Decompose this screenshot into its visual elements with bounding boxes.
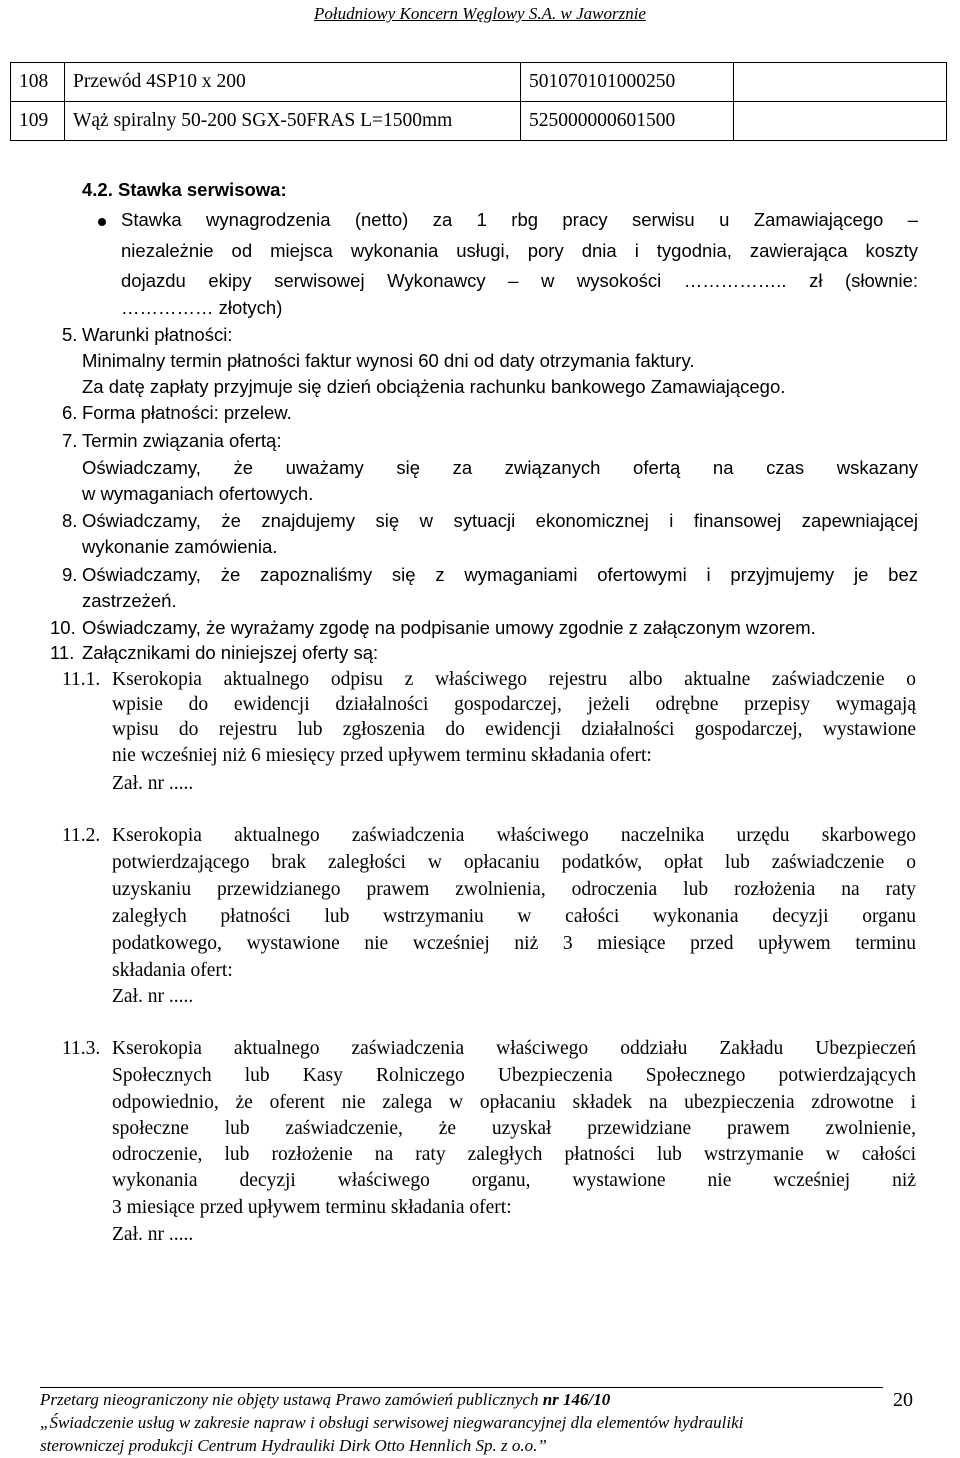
row-name: Przewód 4SP10 x 200	[65, 63, 521, 102]
subsection-11-3-attachment: Zał. nr .....	[112, 1224, 194, 1245]
page-number: 20	[893, 1389, 913, 1411]
row-code: 501070101000250	[521, 63, 734, 102]
row-code: 525000000601500	[521, 102, 734, 141]
subsection-11-3-line-7: 3 miesiące przed upływem terminu składania ofert:	[112, 1197, 512, 1218]
subsection-11-3-number: 11.3.	[62, 1038, 101, 1059]
footer-tender-text: Przetarg nieograniczony nie objęty ustawą Prawo zamówień publicznych	[40, 1390, 543, 1409]
section-7-number: 7.	[62, 430, 78, 451]
row-name: Wąż spiralny 50-200 SGX-50FRAS L=1500mm	[65, 102, 521, 141]
subsection-11-3-line-4: społeczne lub zaświadczenie, że uzyskał przewidziane prawem zwolnienie,	[112, 1118, 916, 1139]
rate-line-2: niezależnie od miejsca wykonania usługi, pory dnia i tygodnia, zawierająca koszty	[121, 240, 918, 261]
subsection-11-3-line-3: odpowiednio, że oferent nie zalega w opłacaniu składek na ubezpieczenia zdrowotne i	[112, 1092, 916, 1113]
section-9-line-2: zastrzeżeń.	[82, 590, 177, 611]
subsection-11-1-line-3: wpisu do rejestru lub zgłoszenia do ewidencji działalności gospodarczej, wystawione	[112, 719, 916, 740]
section-heading-4-2: 4.2. Stawka serwisowa:	[82, 179, 287, 200]
items-table	[10, 62, 947, 141]
subsection-11-3-line-5: odroczenie, lub rozłożenie na raty zaległych płatności lub wstrzymanie w całości	[112, 1144, 916, 1165]
subsection-11-2-number: 11.2.	[62, 825, 101, 846]
company-name: Południowy Koncern Węglowy S.A. w Jaworznie	[314, 4, 646, 23]
subsection-11-1-attachment: Zał. nr .....	[112, 773, 194, 794]
row-extra	[734, 63, 947, 102]
section-10-line-1: Oświadczamy, że wyrażamy zgodę na podpisanie umowy zgodnie z załączonym wzorem.	[82, 617, 816, 638]
section-8-line-2: wykonanie zamówienia.	[82, 536, 278, 557]
section-11-title: Załącznikami do niniejszej oferty są:	[82, 642, 379, 663]
section-9-line-1: Oświadczamy, że zapoznaliśmy się z wymaganiami ofertowymi i przyjmujemy je bez	[82, 564, 918, 585]
footer-tender-number: nr 146/10	[542, 1390, 611, 1409]
rate-line-1: Stawka wynagrodzenia (netto) za 1 rbg pracy serwisu u Zamawiającego –	[121, 209, 918, 230]
footer-divider	[40, 1387, 883, 1388]
subsection-11-2-attachment: Zał. nr .....	[112, 986, 194, 1007]
section-8-line-1: Oświadczamy, że znajdujemy się w sytuacji ekonomicznej i finansowej zapewniającej	[82, 510, 918, 531]
row-extra	[734, 102, 947, 141]
section-11-number: 11.	[50, 642, 75, 663]
section-10-number: 10.	[50, 617, 76, 638]
row-number: 109	[11, 102, 65, 141]
section-7-title: Termin związania ofertą:	[82, 430, 282, 451]
section-7-line-2: w wymaganiach ofertowych.	[82, 483, 314, 504]
section-8-number: 8.	[62, 510, 78, 531]
section-6-number: 6.	[62, 402, 78, 423]
subsection-11-2-line-4: zaległych płatności lub wstrzymaniu w całości wykonania decyzji organu	[112, 906, 916, 927]
section-5-title: Warunki płatności:	[82, 324, 233, 345]
subsection-11-1-line-2: wpisie do ewidencji działalności gospodarczej, jeżeli odrębne przepisy wymagają	[112, 694, 916, 715]
subsection-11-2-line-5: podatkowego, wystawione nie wcześniej niż 3 miesiące przed upływem terminu	[112, 933, 916, 954]
table-row	[11, 63, 947, 102]
section-5-number: 5.	[62, 324, 78, 345]
subsection-11-2-line-3: uzyskaniu przewidzianego prawem zwolnienia, odroczenia lub rozłożenia na raty	[112, 879, 916, 900]
footer-line-1	[40, 1390, 610, 1410]
section-5-line-1: Minimalny termin płatności faktur wynosi 60 dni od daty otrzymania faktury.	[82, 350, 695, 371]
subsection-11-3-line-1: Kserokopia aktualnego zaświadczenia właściwego oddziału Zakładu Ubezpieczeń	[112, 1038, 916, 1059]
table-row	[11, 102, 947, 141]
section-9-number: 9.	[62, 564, 78, 585]
row-number: 108	[11, 63, 65, 102]
subsection-11-2-line-1: Kserokopia aktualnego zaświadczenia właściwego naczelnika urzędu skarbowego	[112, 825, 916, 846]
subsection-11-1-line-4: nie wcześniej niż 6 miesięcy przed upływem terminu składania ofert:	[112, 745, 652, 766]
document-header	[0, 4, 960, 24]
bullet-icon	[98, 218, 106, 226]
subsection-11-2-line-2: potwierdzającego brak zaległości w opłacaniu podatków, opłat lub zaświadczenie o	[112, 852, 916, 873]
subsection-11-3-line-2: Społecznych lub Kasy Rolniczego Ubezpieczenia Społecznego potwierdzających	[112, 1065, 916, 1086]
subsection-11-2-line-6: składania ofert:	[112, 960, 233, 981]
rate-line-4: …………… złotych)	[121, 297, 283, 318]
section-5-line-2: Za datę zapłaty przyjmuje się dzień obciążenia rachunku bankowego Zamawiającego.	[82, 376, 786, 397]
section-7-line-1: Oświadczamy, że uważamy się za związanych ofertą na czas wskazany	[82, 457, 918, 478]
section-6-title: Forma płatności: przelew.	[82, 402, 292, 423]
subsection-11-3-line-6: wykonania decyzji właściwego organu, wystawione nie wcześniej niż	[112, 1170, 916, 1191]
subsection-11-1-number: 11.1.	[62, 669, 101, 690]
rate-line-3: dojazdu ekipy serwisowej Wykonawcy – w wysokości …………….. zł (słownie:	[121, 270, 918, 291]
footer-line-3: sterowniczej produkcji Centrum Hydrauliki Dirk Otto Hennlich Sp. z o.o.”	[40, 1436, 547, 1455]
footer-line-2: „Świadczenie usług w zakresie napraw i obsługi serwisowej niegwarancyjnej dla elementów hydrauliki	[40, 1413, 744, 1432]
subsection-11-1-line-1: Kserokopia aktualnego odpisu z właściwego rejestru albo aktualne zaświadczenie o	[112, 669, 916, 690]
